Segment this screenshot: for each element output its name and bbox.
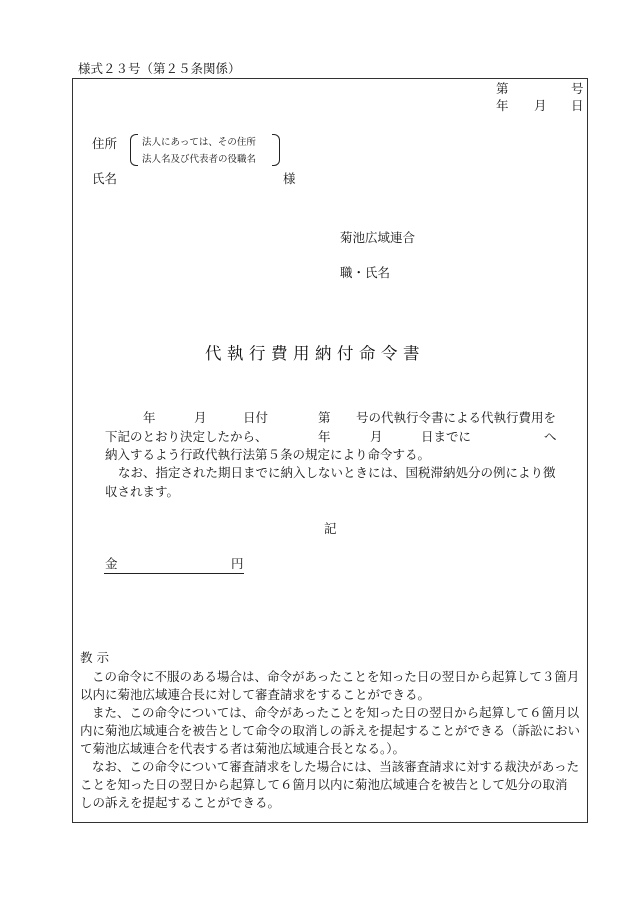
issuer-title-name: 職・氏名 xyxy=(340,265,391,280)
amount-underline xyxy=(104,573,244,574)
payee-to: へ xyxy=(544,429,557,444)
body-line4: なお、指定された期日までに納入しないときには、国税滞納処分の例により徴 xyxy=(118,465,556,480)
amount-prefix: 金 xyxy=(105,556,118,571)
body-year: 年 xyxy=(143,410,156,425)
body-line3: 納入するよう行政代執行法第５条の規定により命令する。 xyxy=(105,447,431,462)
body-month: 月 xyxy=(194,410,207,425)
name-label: 氏名 xyxy=(92,171,118,186)
body-number-prefix: 第 xyxy=(318,410,331,425)
body-line1-text: 号の代執行令書による代執行費用を xyxy=(356,410,557,425)
deadline-year: 年 xyxy=(318,429,331,444)
instruction-p1-line1: この命令に不服のある場合は、命令があったことを知った日の翌日から起算して３箇月 xyxy=(92,669,580,684)
instruction-heading: 教 示 xyxy=(80,650,109,665)
instruction-p3-line2: ことを知った日の翌日から起算して６箇月以内に菊池広域連合を被告として処分の取消 xyxy=(80,777,568,792)
date-year: 年 xyxy=(496,98,509,113)
ki-label: 記 xyxy=(324,521,337,536)
deadline-day: 日までに xyxy=(421,429,472,444)
honorific: 様 xyxy=(283,171,296,186)
corporate-note-line1: 法人にあっては、その住所 xyxy=(142,137,256,148)
date-day: 日 xyxy=(571,98,584,113)
deadline-month: 月 xyxy=(370,429,383,444)
instruction-p1-line2: 以内に菊池広域連合長に対して審査請求をすることができる。 xyxy=(80,687,431,702)
right-bracket xyxy=(272,134,280,166)
date-month: 月 xyxy=(534,98,547,113)
corporate-note-line2: 法人名及び代表者の役職名 xyxy=(142,154,257,165)
doc-number-prefix: 第 xyxy=(496,81,509,96)
doc-number-suffix: 号 xyxy=(571,81,584,96)
body-date-suffix: 日付 xyxy=(243,410,269,425)
left-bracket xyxy=(130,134,138,166)
instruction-p3-line3: しの訴えを提起することができる。 xyxy=(80,795,281,810)
instruction-p2-line1: また、この命令については、命令があったことを知った日の翌日から起算して６箇月以 xyxy=(92,705,580,720)
body-line2-text: 下記のとおり決定したから、 xyxy=(105,429,268,444)
body-line5: 収されます。 xyxy=(105,484,180,499)
instruction-p3-line1: なお、この命令について審査請求をした場合には、当該審査請求に対する裁決があった xyxy=(92,759,580,774)
document-title: 代執行費用納付命令書 xyxy=(205,344,425,363)
instruction-p2-line2: 内に菊池広域連合を被告として命令の取消しの訴えを提起することができる（訴訟におい xyxy=(80,723,581,738)
instruction-p2-line3: て菊池広域連合を代表する者は菊池広域連合長となる。）。 xyxy=(80,741,406,756)
form-label: 様式２３号（第２５条関係） xyxy=(78,61,241,76)
amount-unit: 円 xyxy=(231,556,244,571)
issuer-organization: 菊池広域連合 xyxy=(340,230,416,245)
address-label: 住所 xyxy=(92,136,118,151)
